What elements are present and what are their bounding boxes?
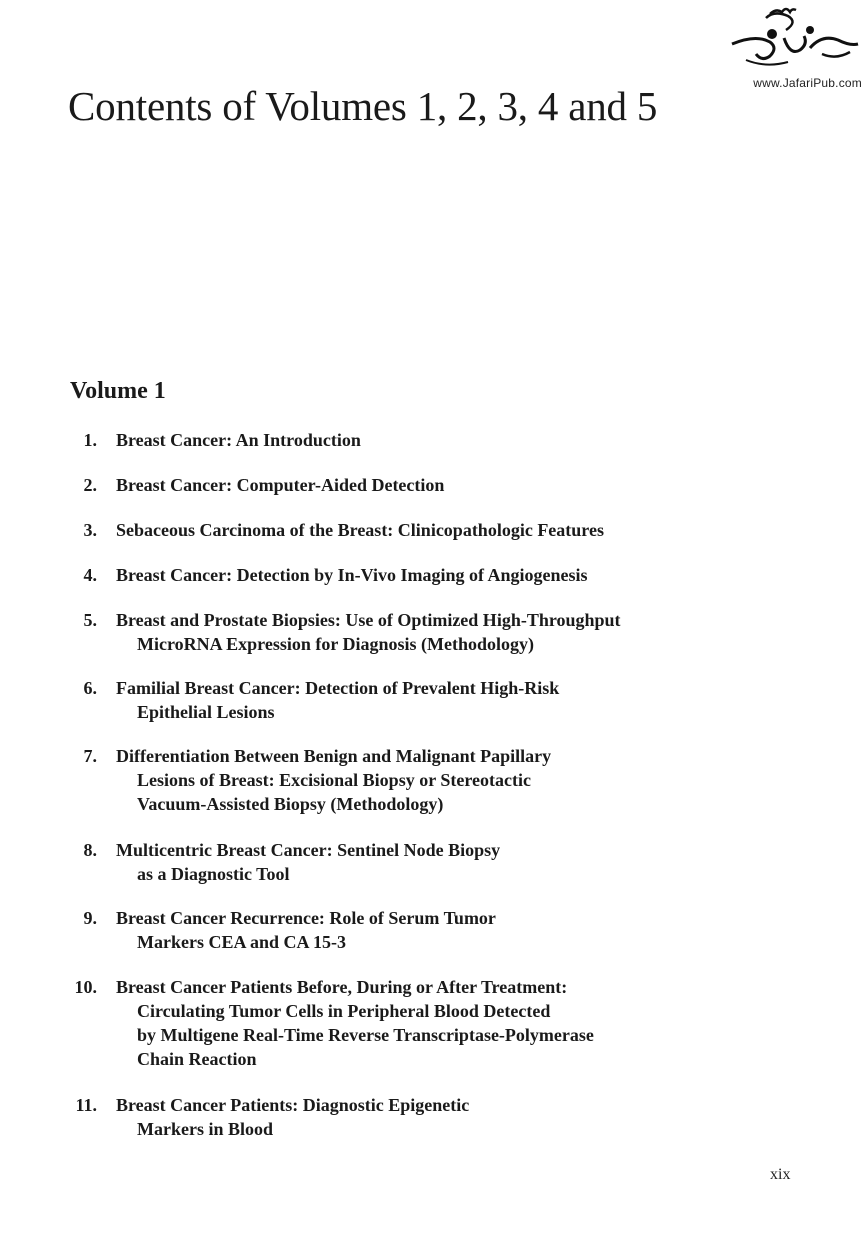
entry-number: 10.	[74, 977, 97, 997]
entry-title	[116, 518, 604, 542]
entry-number: 9.	[83, 908, 97, 928]
entry-title-line: Breast Cancer Patients Before, During or After Treatment:	[116, 977, 568, 997]
entry-title-line: Circulating Tumor Cells in Peripheral Blood Detected	[137, 1001, 551, 1021]
entry-title-line: Breast Cancer: An Introduction	[116, 430, 361, 450]
entry-number: 11.	[75, 1095, 97, 1115]
entry-title	[116, 906, 496, 954]
entry-title-line: as a Diagnostic Tool	[137, 864, 290, 884]
entry-title-line: Lesions of Breast: Excisional Biopsy or Stereotactic	[137, 770, 531, 790]
entry-title-line: Breast and Prostate Biopsies: Use of Optimized High-Throughput	[116, 610, 621, 630]
page-title: Contents of Volumes 1, 2, 3, 4 and 5	[68, 83, 658, 129]
page-number: xix	[770, 1166, 791, 1183]
entry-title-line: Breast Cancer: Detection by In-Vivo Imaging of Angiogenesis	[116, 565, 588, 585]
entry-title-line: Markers CEA and CA 15-3	[137, 932, 347, 952]
entry-number: 7.	[83, 746, 97, 766]
entry-number: 8.	[83, 840, 97, 860]
entry-title-line: by Multigene Real-Time Reverse Transcriptase-Polymerase	[137, 1025, 594, 1045]
entry-title-line: Markers in Blood	[137, 1119, 274, 1139]
entry-number: 6.	[83, 678, 97, 698]
entry-number: 2.	[83, 475, 97, 495]
entry-title	[116, 744, 551, 816]
entry-title	[116, 975, 594, 1071]
entry-title	[116, 473, 444, 497]
entry-title-line: Breast Cancer Recurrence: Role of Serum Tumor	[116, 908, 496, 928]
entry-title-line: Multicentric Breast Cancer: Sentinel Node Biopsy	[116, 840, 501, 860]
entry-number: 5.	[83, 610, 97, 630]
entry-number: 4.	[83, 565, 97, 585]
entry-title-line: Breast Cancer Patients: Diagnostic Epigenetic	[116, 1095, 470, 1115]
entry-title	[116, 563, 587, 587]
logo-url: www.JafariPub.com	[753, 76, 862, 90]
entry-title	[116, 676, 559, 724]
entry-number: 3.	[83, 520, 97, 540]
entry-title-line: Breast Cancer: Computer-Aided Detection	[116, 475, 445, 495]
entry-number: 1.	[83, 430, 97, 450]
entry-title-line: Familial Breast Cancer: Detection of Prevalent High-Risk	[116, 678, 560, 698]
entry-title-line: Epithelial Lesions	[137, 702, 275, 722]
entry-title-line: MicroRNA Expression for Diagnosis (Methodology)	[137, 634, 535, 654]
entry-title	[116, 838, 500, 886]
entry-title	[116, 1093, 469, 1141]
entry-title-line: Differentiation Between Benign and Malignant Papillary	[116, 746, 552, 766]
entry-title-line: Sebaceous Carcinoma of the Breast: Clinicopathologic Features	[116, 520, 604, 540]
volume-heading: Volume 1	[70, 378, 166, 404]
entry-title	[116, 428, 361, 452]
entry-title-line: Chain Reaction	[137, 1049, 257, 1069]
entry-title	[116, 608, 621, 656]
entry-title-line: Vacuum-Assisted Biopsy (Methodology)	[137, 794, 444, 814]
